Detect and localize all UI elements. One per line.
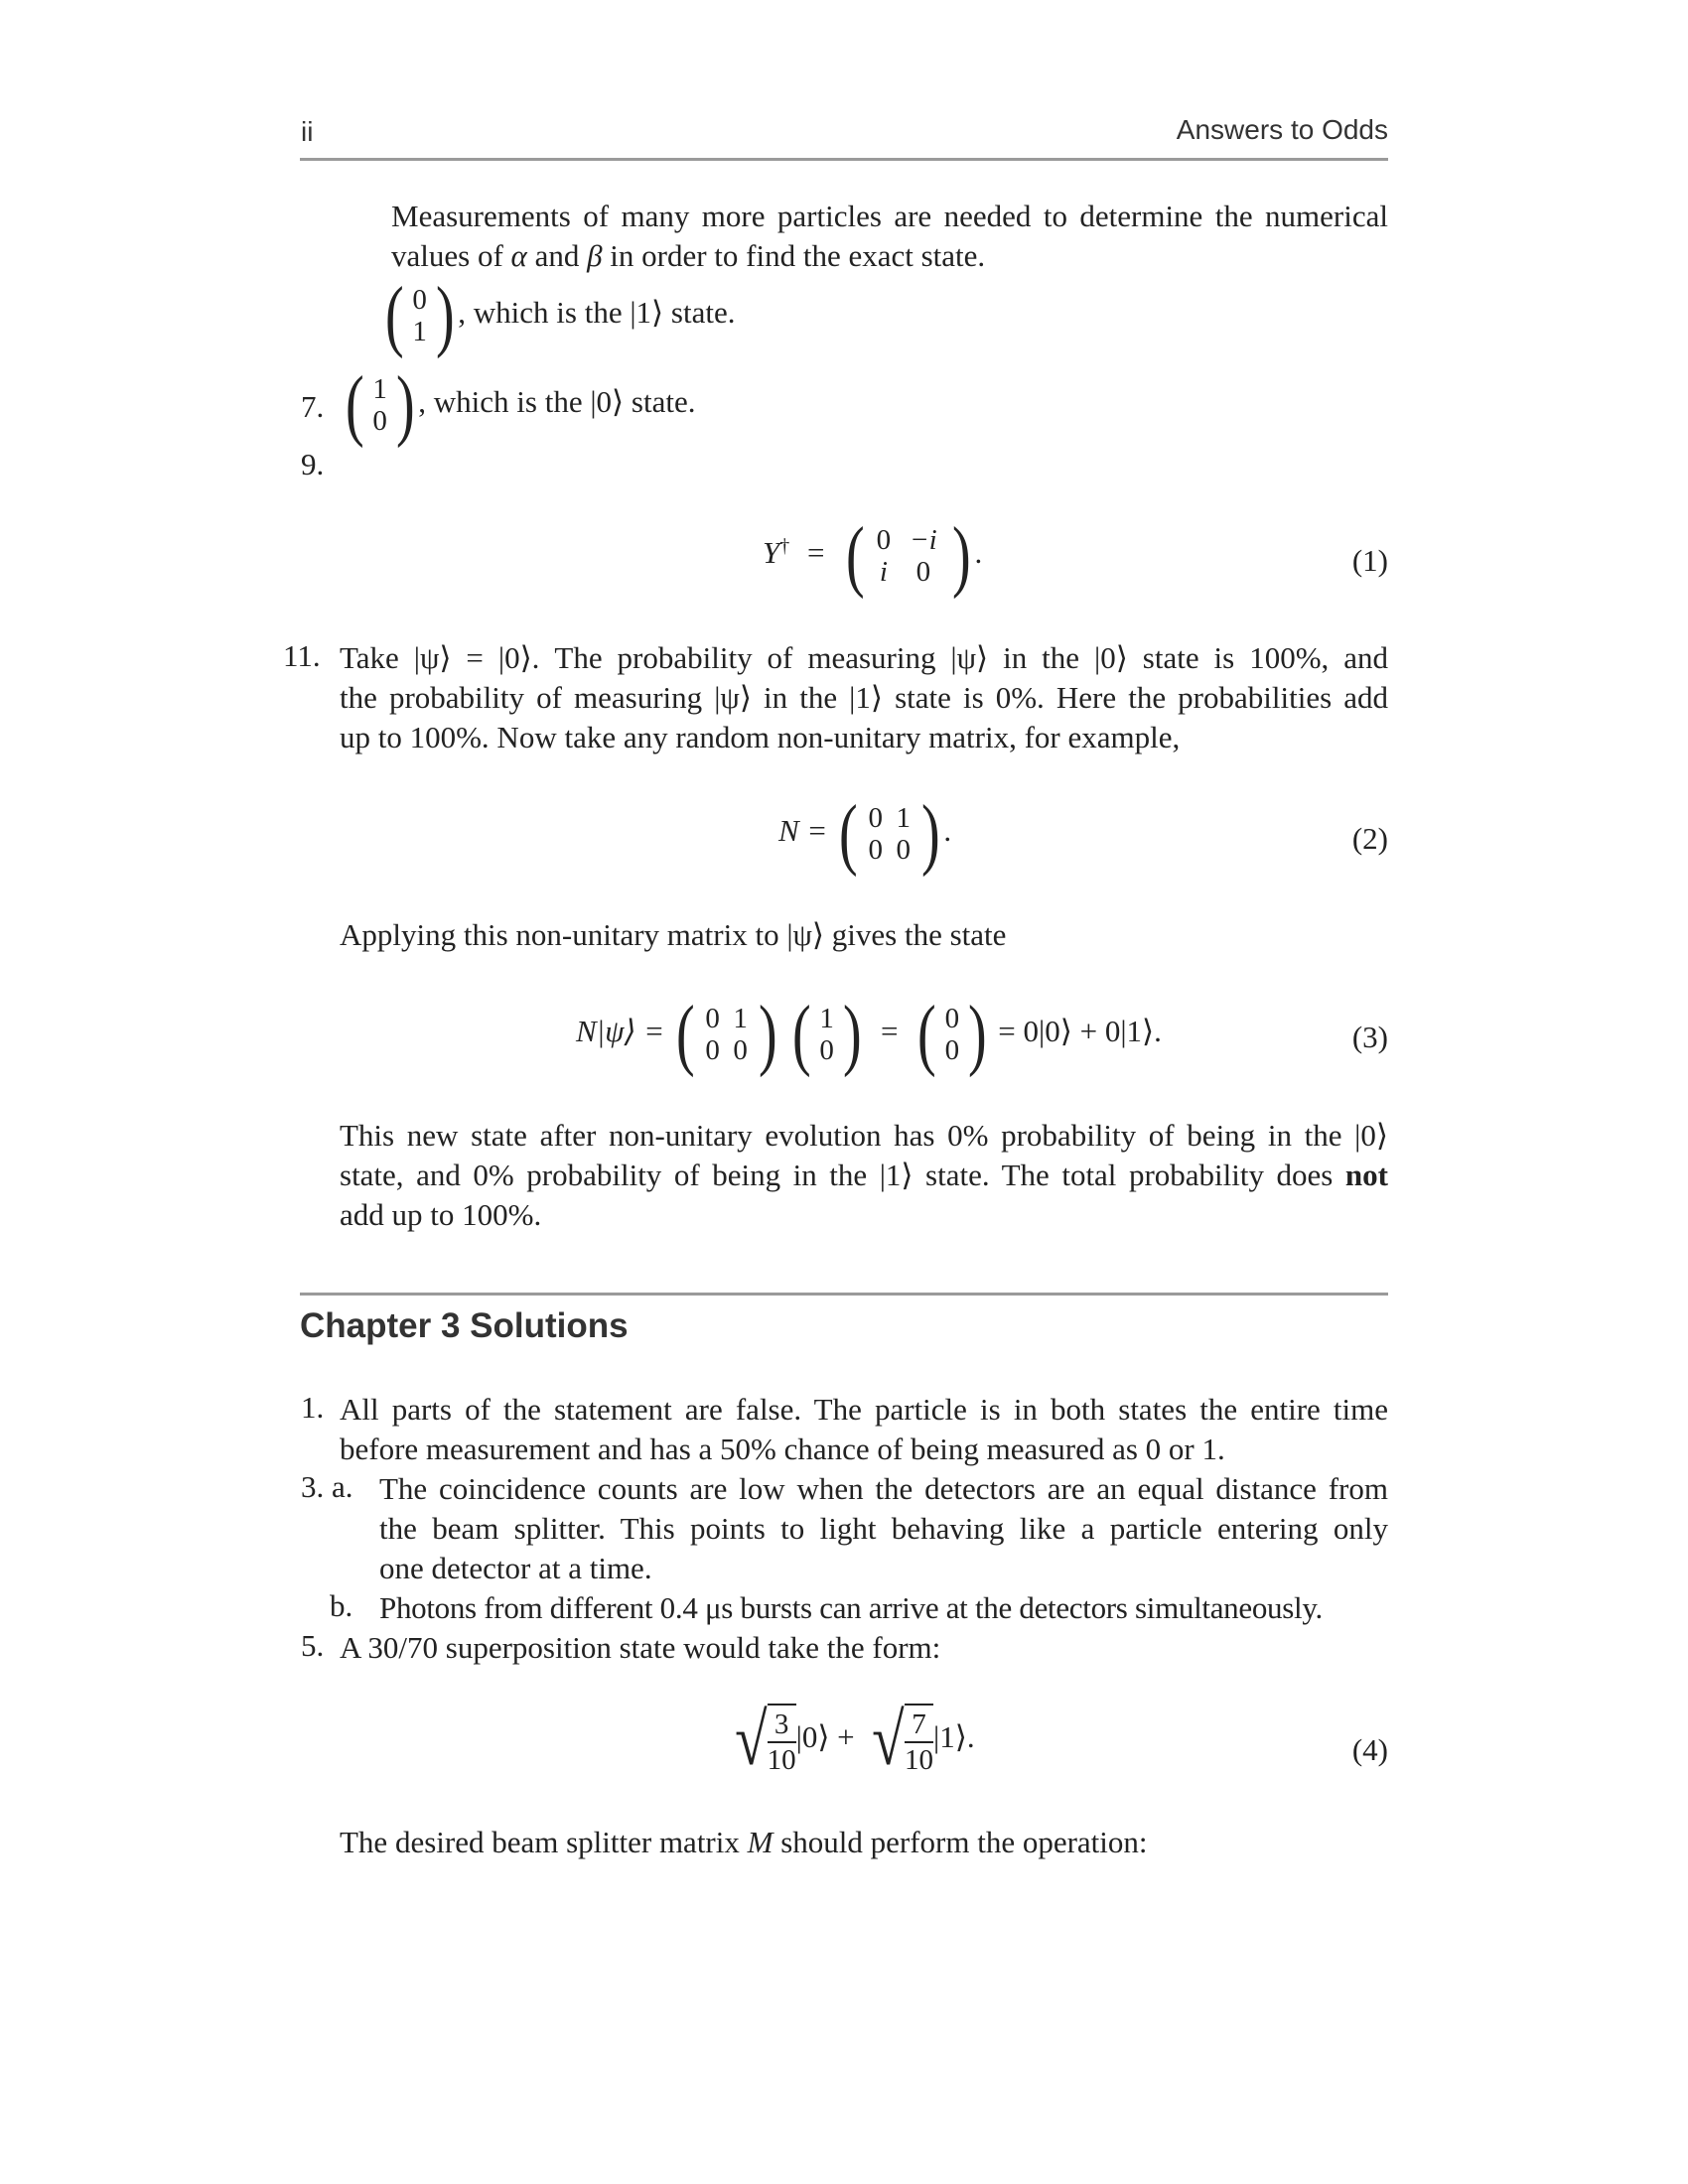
- text-line: should perform the operation:: [773, 1825, 1148, 1859]
- text-line: the probability of measuring |ψ⟩ in the |1⟩ state is 0%. Here the probabilities add: [340, 680, 1388, 715]
- c3-item-number-3a: 3. a.: [301, 1469, 353, 1504]
- right-paren: ): [920, 790, 940, 878]
- c3-item-3a-text: [379, 1469, 1388, 1588]
- equation-number-3: (3): [1351, 1020, 1388, 1054]
- ket-value: 1: [635, 295, 652, 331]
- vector-entry: 1: [372, 373, 387, 405]
- chapter-heading: Chapter 3 Solutions: [300, 1306, 629, 1345]
- equals-sign: =: [881, 1014, 899, 1049]
- left-paren: (: [791, 991, 811, 1078]
- vector-entries: [368, 373, 392, 437]
- right-paren: ): [758, 991, 777, 1078]
- matrix-entries: [869, 524, 948, 588]
- matrix-entry: 0: [896, 834, 911, 866]
- header-rule: [300, 158, 1388, 161]
- paragraph-measurements: [391, 197, 1388, 276]
- right-paren: ): [395, 361, 415, 449]
- matrix-y-dagger: [842, 512, 974, 600]
- left-paren: (: [384, 272, 404, 359]
- period: .: [974, 535, 983, 571]
- text-line: All parts of the statement are false. The particle is in both states the entire time: [340, 1392, 1388, 1427]
- text-line: add up to 100%.: [340, 1197, 542, 1232]
- y-symbol: Y: [763, 535, 780, 571]
- text-line: one detector at a time.: [379, 1551, 652, 1585]
- text-line: state, and 0% probability of being in the |1⟩ state. The total probability does: [340, 1158, 1345, 1192]
- matrix-entry: 1: [733, 1003, 748, 1034]
- dagger-symbol: †: [779, 534, 790, 557]
- matrix-entry: 0: [705, 1034, 720, 1066]
- numerator: 3: [768, 1707, 796, 1743]
- equation-3: [576, 991, 1162, 1078]
- vector-entry: 1: [819, 1003, 834, 1034]
- c3-item-5-text: A 30/70 superposition state would take the form:: [340, 1630, 941, 1665]
- matrix-entry: 0: [868, 802, 883, 834]
- column-vector: [342, 361, 418, 449]
- right-paren: ): [951, 512, 971, 600]
- equation-1: [763, 512, 983, 600]
- matrix-entry: 0: [705, 1003, 720, 1034]
- equals-sign: =: [807, 535, 825, 571]
- fraction: [768, 1704, 796, 1777]
- ket-value: 0: [596, 384, 613, 420]
- numerator: 7: [905, 1707, 933, 1743]
- text-line: the beam splitter. This points to light behaving like a particle entering only: [379, 1511, 1388, 1546]
- vector-entry: 0: [412, 284, 427, 316]
- n-symbol: N =: [778, 813, 828, 849]
- vector-entries: [815, 1003, 839, 1066]
- period: .: [943, 813, 952, 849]
- beta-symbol: β: [587, 238, 603, 273]
- text-line: Measurements of many more particles are needed to determine the numerical: [391, 199, 1388, 233]
- text-line: Take |ψ⟩ = |0⟩. The probability of measuring |ψ⟩ in the |0⟩ state is 100%, and: [340, 640, 1388, 675]
- matrix-entry: 0: [733, 1034, 748, 1066]
- page-number: ii: [301, 116, 314, 147]
- column-vector: [914, 991, 990, 1078]
- item-number-9: 9.: [301, 447, 325, 481]
- item-number-11: 11.: [283, 638, 321, 673]
- answer-item-7: [342, 361, 696, 449]
- answer-text: , which is the |: [418, 384, 597, 420]
- running-title: Answers to Odds: [1176, 114, 1388, 145]
- text-line: The desired beam splitter matrix: [340, 1825, 748, 1859]
- denominator: 10: [767, 1744, 796, 1776]
- vector-entry: 0: [944, 1003, 960, 1034]
- alpha-symbol: α: [510, 238, 527, 273]
- n-psi-lhs: N|ψ⟩ =: [576, 1014, 665, 1049]
- answer-text: ⟩ state.: [651, 295, 736, 331]
- item-11-text: [340, 638, 1388, 757]
- text-line: up to 100%. Now take any random non-unitary matrix, for example,: [340, 720, 1181, 754]
- answer-text: ⟩ state.: [612, 384, 696, 420]
- vector-entries: [408, 284, 432, 347]
- vector-entry: 0: [372, 405, 387, 437]
- m-symbol: M: [747, 1825, 774, 1859]
- left-paren: (: [675, 991, 695, 1078]
- text-line: The coincidence counts are low when the detectors are an equal distance from: [379, 1471, 1388, 1506]
- c3-item-label-3b: b.: [330, 1588, 353, 1623]
- matrix-entry: 0: [915, 556, 931, 588]
- vector-entries: [940, 1003, 964, 1066]
- bold-not: not: [1344, 1158, 1388, 1192]
- c3-item-number-1: 1.: [301, 1390, 325, 1425]
- ket-term: |1⟩.: [933, 1719, 975, 1755]
- fraction: [905, 1704, 933, 1777]
- column-vector: [788, 991, 865, 1078]
- text-line: and: [526, 238, 588, 273]
- c3-item-3b-text: Photons from different 0.4 μs bursts can arrive at the detectors simultaneously.: [379, 1590, 1323, 1625]
- ket-term: |0⟩ +: [795, 1719, 855, 1755]
- matrix-entries: [699, 1003, 755, 1066]
- paragraph-beam-splitter: [340, 1823, 1148, 1862]
- c3-item-1-text: [340, 1390, 1388, 1469]
- right-paren: ): [435, 272, 455, 359]
- text-line: values of: [391, 238, 511, 273]
- text-line: in order to find the exact state.: [602, 238, 986, 273]
- vector-entry: 0: [819, 1034, 834, 1066]
- answer-text: , which is the |: [458, 295, 636, 331]
- matrix-n: [835, 790, 943, 878]
- matrix-entry: −i: [910, 524, 937, 556]
- sqrt-term: [731, 1700, 796, 1781]
- sqrt-term: [868, 1700, 934, 1781]
- right-paren: ): [967, 991, 987, 1078]
- equation-number-4: (4): [1351, 1732, 1388, 1767]
- right-paren: ): [842, 991, 862, 1078]
- left-paren: (: [846, 512, 865, 600]
- equation-number-2: (2): [1351, 821, 1388, 856]
- radical-sign: √: [735, 1700, 768, 1781]
- answer-vector-one: [381, 272, 736, 359]
- c3-item-number-5: 5.: [301, 1628, 325, 1663]
- left-paren: (: [917, 991, 936, 1078]
- left-paren: (: [345, 361, 364, 449]
- vector-entry: 1: [412, 316, 427, 347]
- matrix-entry: 1: [896, 802, 911, 834]
- item-number-7: 7.: [301, 389, 325, 424]
- vector-entry: 0: [944, 1034, 960, 1066]
- paragraph-new-state: [340, 1116, 1388, 1235]
- matrix-entry: i: [879, 556, 888, 588]
- denominator: 10: [905, 1744, 934, 1776]
- column-vector: [381, 272, 458, 359]
- equation-2: [778, 790, 952, 878]
- radical-sign: √: [872, 1700, 905, 1781]
- matrix-entry: 0: [876, 524, 892, 556]
- paragraph-applying: Applying this non-unitary matrix to |ψ⟩ gives the state: [340, 917, 1007, 952]
- text-line: before measurement and has a 50% chance of being measured as 0 or 1.: [340, 1432, 1225, 1466]
- matrix-entry: 0: [868, 834, 883, 866]
- chapter-rule: [300, 1293, 1388, 1296]
- matrix-n: [672, 991, 780, 1078]
- text-line: This new state after non-unitary evolution has 0% probability of being in the |0⟩: [340, 1118, 1388, 1153]
- matrix-entries: [862, 802, 917, 866]
- left-paren: (: [839, 790, 858, 878]
- equation-rhs: = 0|0⟩ + 0|1⟩.: [998, 1014, 1162, 1049]
- equation-4: [731, 1700, 975, 1781]
- equation-number-1: (1): [1351, 543, 1388, 578]
